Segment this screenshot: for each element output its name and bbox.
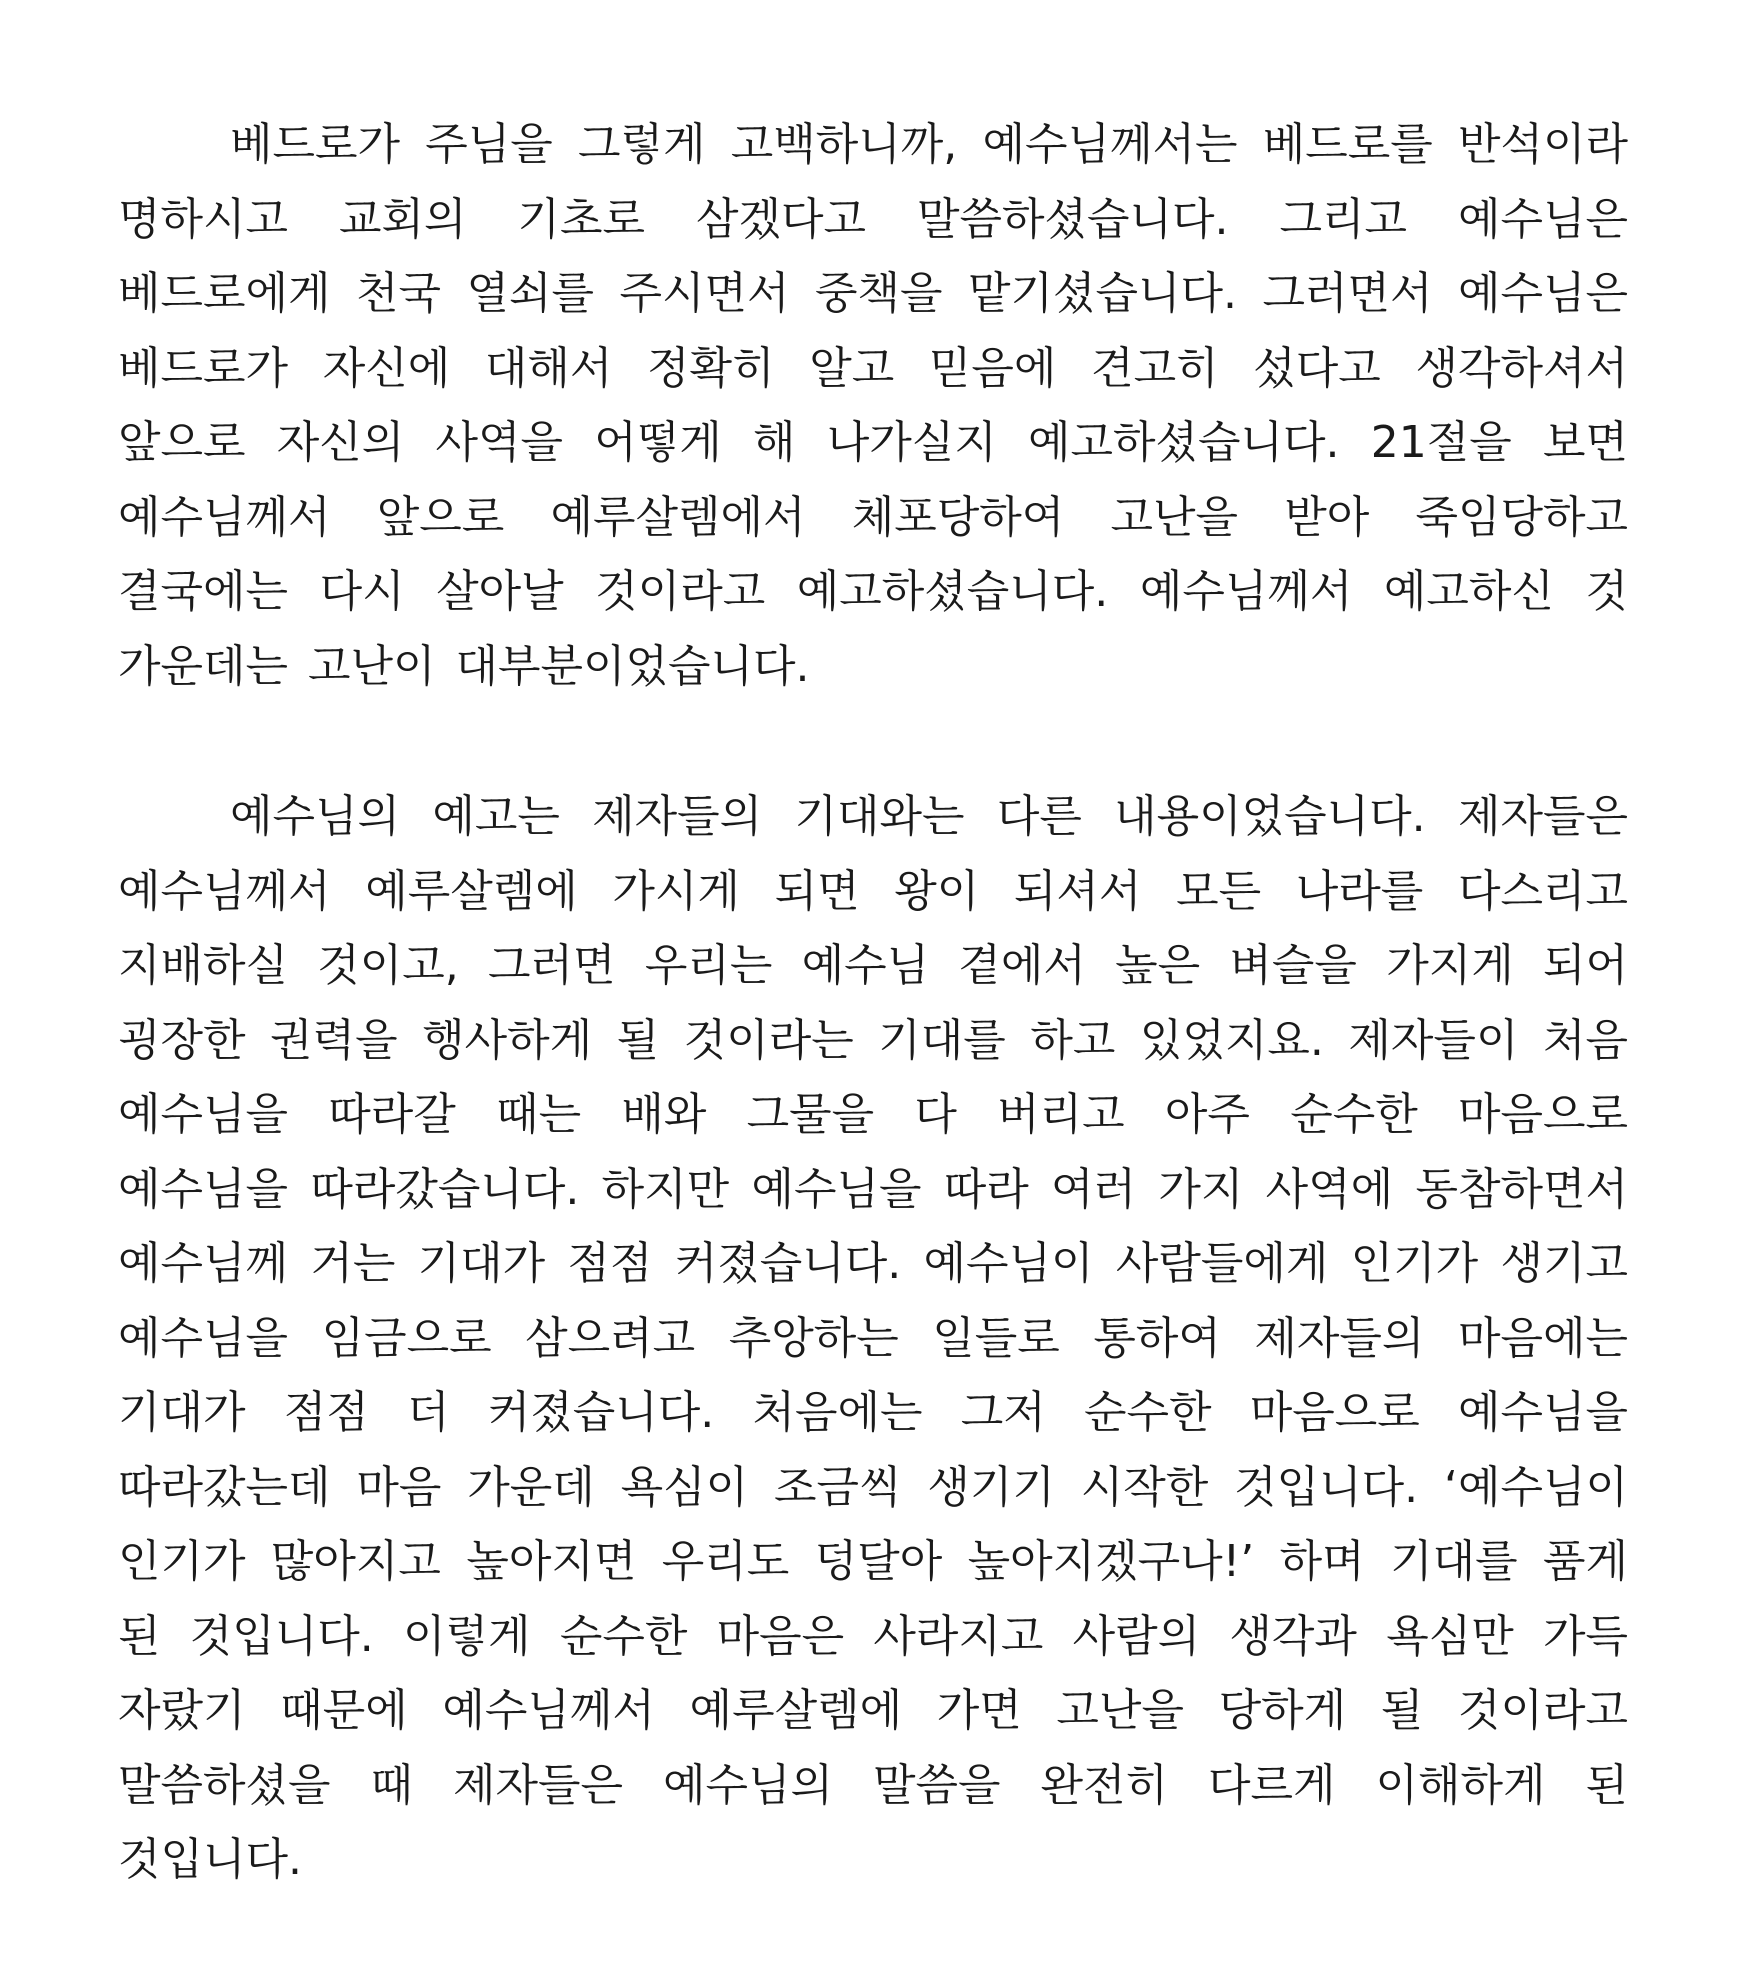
paragraph-1: 베드로가 주님을 그렇게 고백하니까, 예수님께서는 베드로를 반석이라 명하시고 교회의 기초로 삼겠다고 말씀하셨습니다. 그리고 예수님은 베드로에게 천국 열쇠를 주시면서 중책을 맡기셨습니다. 그러면서 예수님은 베드로가 자신에 대해서 정확히 알고 믿음에 견고히 섰다고 생각하셔서 앞으로 자신의 사역을 어떻게 해 나가실지 예고하셨습니다. 21절을 보면 예수님께서 앞으로 예루살렘에서 체포당하여 고난을 받아 죽임당하고 결국에는 다시 살아날 것이라고 예고하셨습니다. 예수님께서 예고하신 것 가운데는 고난이 대부분이었습니다. xyxy=(118,119,1628,692)
paragraph-2: 예수님의 예고는 제자들의 기대와는 다른 내용이었습니다. 제자들은 예수님께서 예루살렘에 가시게 되면 왕이 되셔서 모든 나라를 다스리고 지배하실 것이고, 그러면 우리는 예수님 곁에서 높은 벼슬을 가지게 되어 굉장한 권력을 행사하게 될 것이라는 기대를 하고 있었지요. 제자들이 처음 예수님을 따라갈 때는 배와 그물을 다 버리고 아주 순수한 마음으로 예수님을 따라갔습니다. 하지만 예수님을 따라 여러 가지 사역에 동참하면서 예수님께 거는 기대가 점점 커졌습니다. 예수님이 사람들에게 인기가 생기고 예수님을 임금으로 삼으려고 추앙하는 일들로 통하여 제자들의 마음에는 기대가 점점 더 커졌습니다. 처음에는 그저 순수한 마음으로 예수님을 따라갔는데 마음 가운데 욕심이 조금씩 생기기 시작한 것입니다. ‘예수님이 인기가 많아지고 높아지면 우리도 덩달아 높아지겠구나!’ 하며 기대를 품게 된 것입니다. 이렇게 순수한 마음은 사라지고 사람의 생각과 욕심만 가득 자랐기 때문에 예수님께서 예루살렘에 가면 고난을 당하게 될 것이라고 말씀하셨을 때 제자들은 예수님의 말씀을 완전히 다르게 이해하게 된 것입니다. xyxy=(118,791,1628,1885)
document-body xyxy=(118,108,1628,1898)
